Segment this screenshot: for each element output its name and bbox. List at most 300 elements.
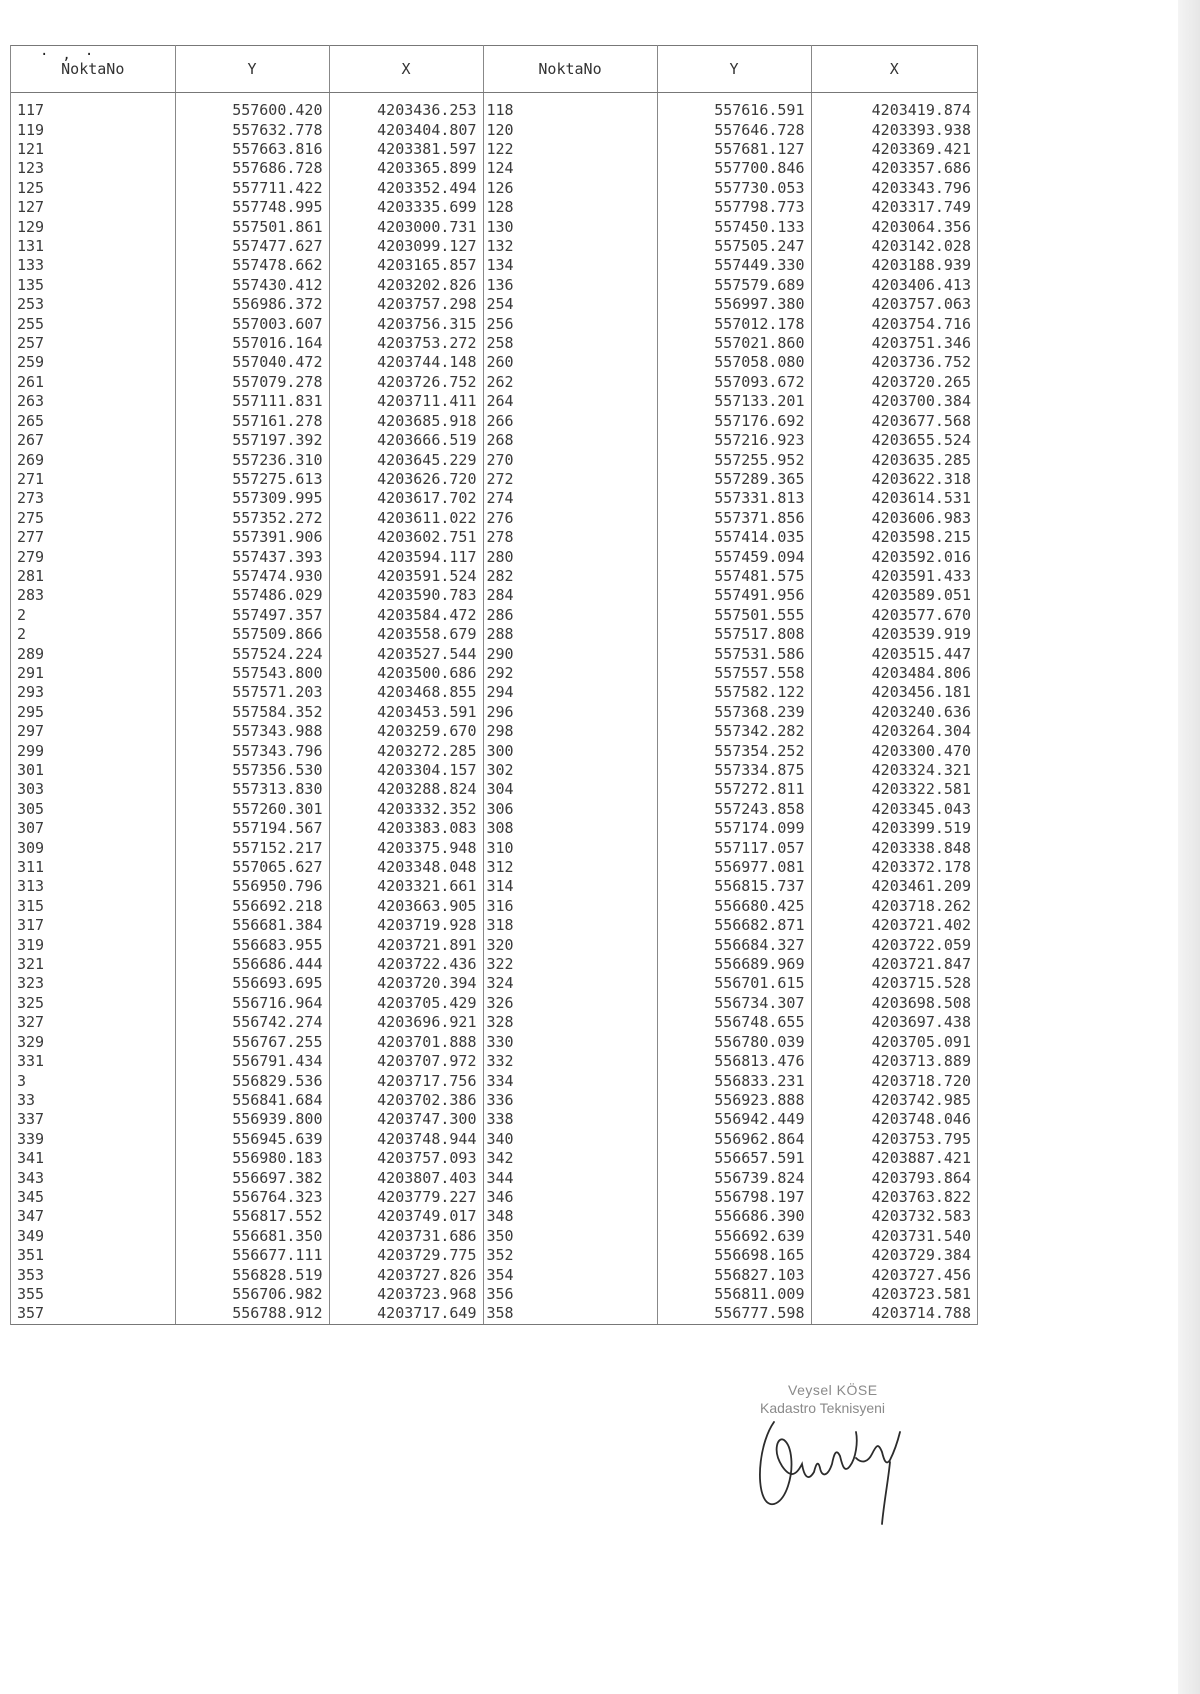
- y-value-cell: 556950.796: [175, 877, 329, 896]
- table-row: [11, 1246, 977, 1265]
- y-value-cell: 556986.372: [175, 295, 329, 314]
- x-value-cell: 4203591.433: [871, 566, 971, 585]
- x-value-cell: 4203332.352: [329, 800, 483, 819]
- nokta-no-cell: 278: [483, 528, 657, 547]
- x-value-cell: 4203321.661: [329, 877, 483, 896]
- nokta-no-cell: 306: [483, 800, 657, 819]
- table-row: [11, 838, 977, 857]
- x-value-cell: 4203754.716: [871, 314, 971, 333]
- y-value-cell: 556977.081: [657, 858, 811, 877]
- table-row: [11, 353, 977, 372]
- x-value-cell: 4203272.285: [329, 741, 483, 760]
- table-row: [11, 295, 977, 314]
- y-value-cell: 556680.425: [657, 897, 811, 916]
- x-value-cell: 4203592.016: [871, 547, 971, 566]
- y-value-cell: 557730.053: [657, 179, 811, 198]
- table-row: [11, 1304, 977, 1324]
- nokta-no-cell: 129: [11, 217, 175, 236]
- table-row: [11, 489, 977, 508]
- coordinate-sheet: [10, 45, 978, 1325]
- x-value-cell: 4203484.806: [871, 663, 971, 682]
- nokta-no-cell: 321: [11, 955, 175, 974]
- y-value-cell: 556683.955: [175, 935, 329, 954]
- x-value-cell: 4203264.304: [871, 722, 971, 741]
- table-row: [11, 179, 977, 198]
- nokta-no-cell: 117: [11, 93, 175, 121]
- y-value-cell: 556742.274: [175, 1013, 329, 1032]
- x-value-cell: 4203727.456: [871, 1265, 971, 1284]
- nokta-no-cell: 356: [483, 1285, 657, 1304]
- x-value-cell: 4203317.749: [871, 198, 971, 217]
- nokta-no-cell: 280: [483, 547, 657, 566]
- table-row: [11, 1168, 977, 1187]
- nokta-no-cell: 350: [483, 1227, 657, 1246]
- y-value-cell: 557371.856: [657, 509, 811, 528]
- x-value-cell: 4203721.891: [329, 935, 483, 954]
- x-value-cell: 4203722.436: [329, 955, 483, 974]
- x-value-cell: 4203345.043: [871, 799, 971, 818]
- nokta-no-cell: 317: [11, 916, 175, 935]
- x-value-cell: 4203723.581: [871, 1284, 971, 1303]
- x-value-cell: 4203717.649: [329, 1304, 483, 1324]
- y-value-cell: 556788.912: [175, 1304, 329, 1324]
- table-row: [11, 93, 977, 121]
- signature-block: [752, 1380, 942, 1520]
- x-value-cell: 4203645.229: [329, 450, 483, 469]
- nokta-no-cell: 319: [11, 935, 175, 954]
- nokta-no-cell: 308: [483, 819, 657, 838]
- x-value-cell: 4203393.938: [871, 120, 971, 139]
- y-value-cell: 557152.217: [175, 838, 329, 857]
- x-value-cell: 4203577.670: [871, 605, 971, 624]
- x-value-cell: 4203288.824: [329, 780, 483, 799]
- scan-marks: ·,·: [40, 47, 108, 63]
- nokta-no-cell: 294: [483, 683, 657, 702]
- table-row: [11, 217, 977, 236]
- table-row: [11, 800, 977, 819]
- x-value-cell: 4203732.583: [871, 1207, 971, 1226]
- x-value-cell: 4203748.944: [329, 1130, 483, 1149]
- table-row: [11, 412, 977, 431]
- y-value-cell: 557686.728: [175, 159, 329, 178]
- x-value-cell: 4203677.568: [871, 411, 971, 430]
- x-value-cell: 4203419.874: [871, 101, 971, 120]
- nokta-no-cell: 311: [11, 858, 175, 877]
- nokta-no-cell: 348: [483, 1207, 657, 1226]
- nokta-no-cell: 297: [11, 722, 175, 741]
- x-value-cell: 4203338.848: [871, 838, 971, 857]
- table-row: [11, 1265, 977, 1284]
- table-row: [11, 120, 977, 139]
- y-value-cell: 557161.278: [175, 412, 329, 431]
- nokta-no-cell: 118: [483, 93, 657, 121]
- table-row: [11, 1130, 977, 1149]
- table-row: [11, 1207, 977, 1226]
- x-value-cell: 4203404.807: [329, 120, 483, 139]
- nokta-no-cell: 303: [11, 780, 175, 799]
- nokta-no-cell: 131: [11, 237, 175, 256]
- header-y-left: Y: [175, 46, 329, 93]
- nokta-no-cell: 259: [11, 353, 175, 372]
- y-value-cell: 557356.530: [175, 761, 329, 780]
- y-value-cell: 557557.558: [657, 664, 811, 683]
- y-value-cell: 557079.278: [175, 373, 329, 392]
- nokta-no-cell: 296: [483, 703, 657, 722]
- nokta-no-cell: 358: [483, 1304, 657, 1324]
- nokta-no-cell: 332: [483, 1052, 657, 1071]
- table-row: [11, 819, 977, 838]
- x-value-cell: 4203749.017: [329, 1207, 483, 1226]
- x-value-cell: 4203304.157: [329, 761, 483, 780]
- y-value-cell: 556748.655: [657, 1013, 811, 1032]
- nokta-no-cell: 276: [483, 509, 657, 528]
- y-value-cell: 556677.111: [175, 1246, 329, 1265]
- nokta-no-cell: 261: [11, 373, 175, 392]
- y-value-cell: 557509.866: [175, 625, 329, 644]
- nokta-no-cell: 254: [483, 295, 657, 314]
- nokta-no-cell: 283: [11, 586, 175, 605]
- y-value-cell: 557798.773: [657, 198, 811, 217]
- y-value-cell: 556980.183: [175, 1149, 329, 1168]
- table-row: [11, 974, 977, 993]
- nokta-no-cell: 328: [483, 1013, 657, 1032]
- nokta-no-cell: 310: [483, 838, 657, 857]
- y-value-cell: 556945.639: [175, 1130, 329, 1149]
- nokta-no-cell: 341: [11, 1149, 175, 1168]
- y-value-cell: 556698.165: [657, 1246, 811, 1265]
- x-value-cell: 4203635.285: [871, 450, 971, 469]
- nokta-no-cell: 264: [483, 392, 657, 411]
- y-value-cell: 557354.252: [657, 741, 811, 760]
- x-value-cell: 4203240.636: [871, 702, 971, 721]
- y-value-cell: 557681.127: [657, 140, 811, 159]
- x-value-cell: 4203685.918: [329, 412, 483, 431]
- nokta-no-cell: 298: [483, 722, 657, 741]
- x-value-cell: 4203598.215: [871, 528, 971, 547]
- y-value-cell: 556829.536: [175, 1071, 329, 1090]
- nokta-no-cell: 315: [11, 897, 175, 916]
- x-value-cell: 4203626.720: [329, 470, 483, 489]
- y-value-cell: 557449.330: [657, 256, 811, 275]
- x-value-cell: 4203720.394: [329, 974, 483, 993]
- nokta-no-cell: 307: [11, 819, 175, 838]
- header-y-right: Y: [657, 46, 811, 93]
- nokta-no-cell: 256: [483, 314, 657, 333]
- y-value-cell: 557343.988: [175, 722, 329, 741]
- y-value-cell: 557491.956: [657, 586, 811, 605]
- nokta-no-cell: 355: [11, 1285, 175, 1304]
- y-value-cell: 556833.231: [657, 1071, 811, 1090]
- y-value-cell: 557486.029: [175, 586, 329, 605]
- nokta-no-cell: 339: [11, 1130, 175, 1149]
- table-row: [11, 994, 977, 1013]
- nokta-no-cell: 272: [483, 470, 657, 489]
- nokta-no-cell: 336: [483, 1091, 657, 1110]
- nokta-no-cell: 302: [483, 761, 657, 780]
- nokta-no-cell: 334: [483, 1071, 657, 1090]
- table-row: [11, 567, 977, 586]
- x-value-cell: 4203453.591: [329, 703, 483, 722]
- x-value-cell: 4203622.318: [871, 469, 971, 488]
- x-value-cell: 4203527.544: [329, 644, 483, 663]
- x-value-cell: 4203698.508: [871, 993, 971, 1012]
- nokta-no-cell: 271: [11, 470, 175, 489]
- x-value-cell: 4203744.148: [329, 353, 483, 372]
- table-row: [11, 1227, 977, 1246]
- table-row: [11, 392, 977, 411]
- y-value-cell: 557260.301: [175, 800, 329, 819]
- x-value-cell: 4203352.494: [329, 179, 483, 198]
- nokta-no-cell: 270: [483, 450, 657, 469]
- y-value-cell: 556701.615: [657, 974, 811, 993]
- x-value-cell: 4203461.209: [871, 877, 971, 896]
- table-row: [11, 431, 977, 450]
- y-value-cell: 556684.327: [657, 935, 811, 954]
- y-value-cell: 556693.695: [175, 974, 329, 993]
- table-row: [11, 198, 977, 217]
- table-row: [11, 761, 977, 780]
- y-value-cell: 556692.218: [175, 897, 329, 916]
- x-value-cell: 4203726.752: [329, 373, 483, 392]
- coordinate-table: [11, 45, 977, 1325]
- nokta-no-cell: 267: [11, 431, 175, 450]
- nokta-no-cell: 281: [11, 567, 175, 586]
- x-value-cell: 4203365.899: [329, 159, 483, 178]
- header-x-right: X: [811, 46, 977, 93]
- table-header-row: [11, 46, 977, 93]
- x-value-cell: 4203372.178: [871, 858, 971, 877]
- y-value-cell: 557700.846: [657, 159, 811, 178]
- x-value-cell: 4203763.822: [871, 1187, 971, 1206]
- x-value-cell: 4203757.063: [871, 295, 971, 314]
- x-value-cell: 4203696.921: [329, 1013, 483, 1032]
- nokta-no-cell: 133: [11, 256, 175, 275]
- table-row: [11, 683, 977, 702]
- y-value-cell: 557012.178: [657, 314, 811, 333]
- y-value-cell: 557459.094: [657, 547, 811, 566]
- x-value-cell: 4203655.524: [871, 431, 971, 450]
- table-row: [11, 955, 977, 974]
- nokta-no-cell: 119: [11, 120, 175, 139]
- y-value-cell: 557216.923: [657, 431, 811, 450]
- nokta-no-cell: 343: [11, 1168, 175, 1187]
- table-row: [11, 741, 977, 760]
- x-value-cell: 4203348.048: [329, 858, 483, 877]
- nokta-no-cell: 282: [483, 567, 657, 586]
- nokta-no-cell: 258: [483, 334, 657, 353]
- table-row: [11, 858, 977, 877]
- x-value-cell: 4203324.321: [871, 761, 971, 780]
- x-value-cell: 4203259.670: [329, 722, 483, 741]
- x-value-cell: 4203617.702: [329, 489, 483, 508]
- nokta-no-cell: 132: [483, 237, 657, 256]
- table-row: [11, 877, 977, 896]
- table-row: [11, 1013, 977, 1032]
- nokta-no-cell: 347: [11, 1207, 175, 1226]
- y-value-cell: 557584.352: [175, 703, 329, 722]
- table-row: [11, 606, 977, 625]
- y-value-cell: 557236.310: [175, 450, 329, 469]
- x-value-cell: 4203700.384: [871, 392, 971, 411]
- x-value-cell: 4203357.686: [871, 159, 971, 178]
- x-value-cell: 4203606.983: [871, 508, 971, 527]
- y-value-cell: 557632.778: [175, 120, 329, 139]
- y-value-cell: 557505.247: [657, 237, 811, 256]
- y-value-cell: 556939.800: [175, 1110, 329, 1129]
- x-value-cell: 4203701.888: [329, 1033, 483, 1052]
- x-value-cell: 4203602.751: [329, 528, 483, 547]
- y-value-cell: 556841.684: [175, 1091, 329, 1110]
- nokta-no-cell: 330: [483, 1033, 657, 1052]
- nokta-no-cell: 299: [11, 741, 175, 760]
- nokta-no-cell: 325: [11, 994, 175, 1013]
- y-value-cell: 556686.390: [657, 1207, 811, 1226]
- nokta-no-cell: 312: [483, 858, 657, 877]
- x-value-cell: 4203500.686: [329, 664, 483, 683]
- y-value-cell: 557368.239: [657, 703, 811, 722]
- nokta-no-cell: 266: [483, 412, 657, 431]
- x-value-cell: 4203721.402: [871, 916, 971, 935]
- y-value-cell: 557450.133: [657, 217, 811, 236]
- nokta-no-cell: 125: [11, 179, 175, 198]
- x-value-cell: 4203718.262: [871, 896, 971, 915]
- x-value-cell: 4203335.699: [329, 198, 483, 217]
- y-value-cell: 557517.808: [657, 625, 811, 644]
- nokta-no-cell: 262: [483, 373, 657, 392]
- y-value-cell: 557481.575: [657, 567, 811, 586]
- y-value-cell: 557646.728: [657, 120, 811, 139]
- y-value-cell: 557430.412: [175, 276, 329, 295]
- x-value-cell: 4203727.826: [329, 1265, 483, 1284]
- y-value-cell: 556828.519: [175, 1265, 329, 1284]
- x-value-cell: 4203714.788: [811, 1304, 977, 1324]
- x-value-cell: 4203456.181: [871, 683, 971, 702]
- y-value-cell: 556682.871: [657, 916, 811, 935]
- nokta-no-cell: 289: [11, 644, 175, 663]
- x-value-cell: 4203707.972: [329, 1052, 483, 1071]
- nokta-no-cell: 337: [11, 1110, 175, 1129]
- table-row: [11, 1149, 977, 1168]
- y-value-cell: 556716.964: [175, 994, 329, 1013]
- y-value-cell: 557497.357: [175, 606, 329, 625]
- y-value-cell: 557243.858: [657, 800, 811, 819]
- x-value-cell: 4203300.470: [871, 741, 971, 760]
- nokta-no-cell: 265: [11, 412, 175, 431]
- x-value-cell: 4203757.093: [329, 1149, 483, 1168]
- nokta-no-cell: 327: [11, 1013, 175, 1032]
- y-value-cell: 557309.995: [175, 489, 329, 508]
- nokta-no-cell: 295: [11, 703, 175, 722]
- nokta-no-cell: 300: [483, 741, 657, 760]
- y-value-cell: 556777.598: [657, 1304, 811, 1324]
- header-x-left: X: [329, 46, 483, 93]
- x-value-cell: 4203343.796: [871, 178, 971, 197]
- table-row: [11, 722, 977, 741]
- nokta-no-cell: 274: [483, 489, 657, 508]
- x-value-cell: 4203887.421: [871, 1149, 971, 1168]
- x-value-cell: 4203611.022: [329, 509, 483, 528]
- x-value-cell: 4203666.519: [329, 431, 483, 450]
- x-value-cell: 4203369.421: [871, 140, 971, 159]
- x-value-cell: 4203719.928: [329, 916, 483, 935]
- nokta-no-cell: 301: [11, 761, 175, 780]
- y-value-cell: 557040.472: [175, 353, 329, 372]
- y-value-cell: 556791.434: [175, 1052, 329, 1071]
- y-value-cell: 557711.422: [175, 179, 329, 198]
- x-value-cell: 4203729.384: [871, 1246, 971, 1265]
- nokta-no-cell: 260: [483, 353, 657, 372]
- x-value-cell: 4203807.403: [329, 1168, 483, 1187]
- table-row: [11, 644, 977, 663]
- x-value-cell: 4203718.720: [871, 1071, 971, 1090]
- y-value-cell: 557065.627: [175, 858, 329, 877]
- y-value-cell: 557477.627: [175, 237, 329, 256]
- y-value-cell: 556827.103: [657, 1265, 811, 1284]
- x-value-cell: 4203590.783: [329, 586, 483, 605]
- nokta-no-cell: 313: [11, 877, 175, 896]
- nokta-no-cell: 349: [11, 1227, 175, 1246]
- y-value-cell: 556706.982: [175, 1285, 329, 1304]
- y-value-cell: 556923.888: [657, 1091, 811, 1110]
- x-value-cell: 4203715.528: [871, 974, 971, 993]
- y-value-cell: 557176.692: [657, 412, 811, 431]
- y-value-cell: 557117.057: [657, 838, 811, 857]
- nokta-no-cell: 352: [483, 1246, 657, 1265]
- y-value-cell: 556962.864: [657, 1130, 811, 1149]
- x-value-cell: 4203748.046: [871, 1110, 971, 1129]
- nokta-no-cell: 263: [11, 392, 175, 411]
- nokta-no-cell: 326: [483, 994, 657, 1013]
- page-edge: [1178, 0, 1200, 1694]
- y-value-cell: 557524.224: [175, 644, 329, 663]
- x-value-cell: 4203723.968: [329, 1285, 483, 1304]
- x-value-cell: 4203188.939: [871, 256, 971, 275]
- x-value-cell: 4203705.091: [871, 1032, 971, 1051]
- y-value-cell: 557093.672: [657, 373, 811, 392]
- nokta-no-cell: 268: [483, 431, 657, 450]
- x-value-cell: 4203591.524: [329, 567, 483, 586]
- nokta-no-cell: 304: [483, 780, 657, 799]
- y-value-cell: 556681.384: [175, 916, 329, 935]
- x-value-cell: 4203720.265: [871, 372, 971, 391]
- y-value-cell: 556681.350: [175, 1227, 329, 1246]
- x-value-cell: 4203721.847: [871, 955, 971, 974]
- y-value-cell: 557543.800: [175, 664, 329, 683]
- y-value-cell: 556689.969: [657, 955, 811, 974]
- table-row: [11, 1052, 977, 1071]
- table-row: [11, 897, 977, 916]
- nokta-no-cell: 277: [11, 528, 175, 547]
- nokta-no-cell: 126: [483, 179, 657, 198]
- nokta-no-cell: 273: [11, 489, 175, 508]
- x-value-cell: 4203742.985: [871, 1090, 971, 1109]
- y-value-cell: 557600.420: [175, 93, 329, 121]
- nokta-no-cell: 269: [11, 450, 175, 469]
- y-value-cell: 557579.689: [657, 276, 811, 295]
- nokta-no-cell: 124: [483, 159, 657, 178]
- x-value-cell: 4203399.519: [871, 819, 971, 838]
- nokta-no-cell: 291: [11, 664, 175, 683]
- table-row: [11, 916, 977, 935]
- y-value-cell: 556798.197: [657, 1188, 811, 1207]
- y-value-cell: 557501.861: [175, 217, 329, 236]
- x-value-cell: 4203717.756: [329, 1071, 483, 1090]
- x-value-cell: 4203558.679: [329, 625, 483, 644]
- nokta-no-cell: 357: [11, 1304, 175, 1324]
- y-value-cell: 557582.122: [657, 683, 811, 702]
- x-value-cell: 4203381.597: [329, 140, 483, 159]
- x-value-cell: 4203711.411: [329, 392, 483, 411]
